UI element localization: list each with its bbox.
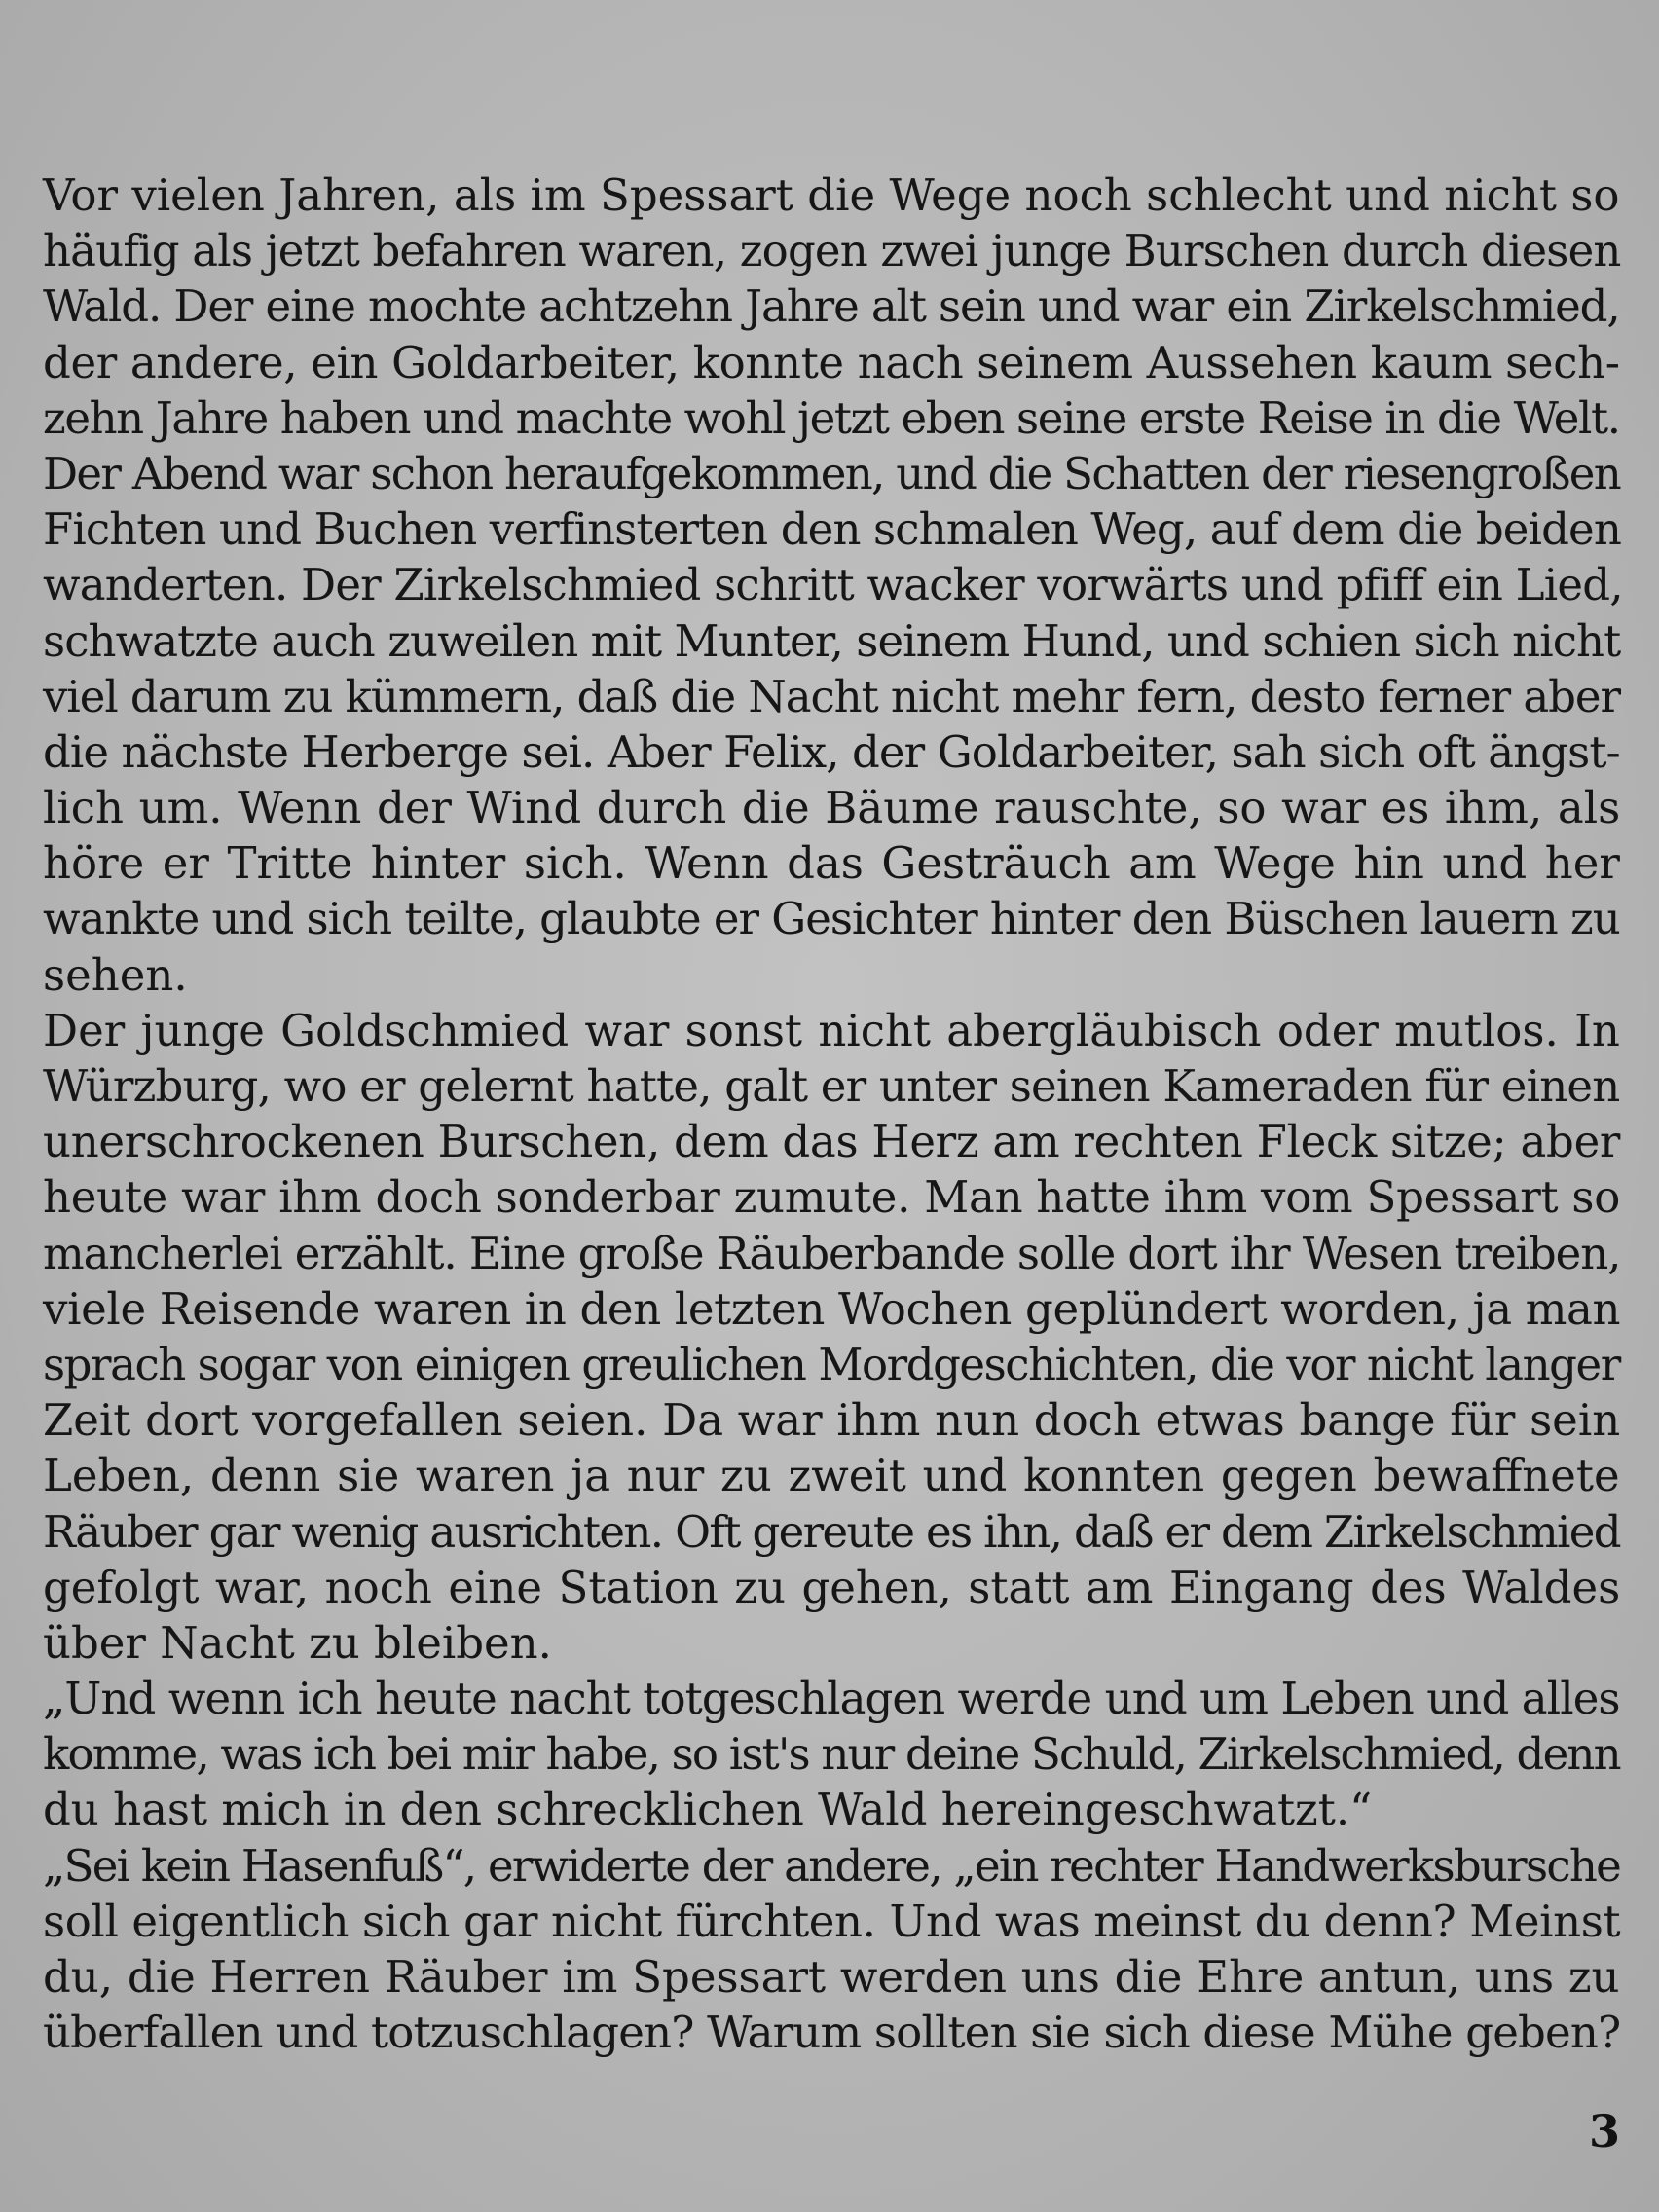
paragraph-1 [43, 167, 1623, 1003]
text-line: höre er Tritte hinter sich. Wenn das Gesträuch am Wege hin und her [43, 837, 1620, 890]
text-line: Räuber gar wenig ausrichten. Oft gereute es ihn, daß er dem Zirkelschmied [43, 1505, 1620, 1558]
text-line: komme, was ich bei mir habe, so ist's nur deine Schuld, Zirkelschmied, denn [43, 1728, 1620, 1781]
text-line: viele Reisende waren in den letzten Wochen geplündert worden, ja man [43, 1282, 1621, 1335]
text-line: Leben, denn sie waren ja nur zu zweit und konnten gegen bewaffnete [43, 1450, 1620, 1502]
paragraph-4 [43, 1838, 1620, 2061]
text-line: schwatzte auch zuweilen mit Munter, seinem Hund, und schien sich nicht [43, 614, 1621, 667]
text-line: die nächste Herberge sei. Aber Felix, der Goldarbeiter, sah sich oft ängst- [43, 725, 1620, 778]
body-text [43, 167, 1623, 2060]
text-line: mancherlei erzählt. Eine große Räuberbande solle dort ihr Wesen treiben, [43, 1227, 1621, 1279]
text-line: lich um. Wenn der Wind durch die Bäume rauschte, so war es ihm, als [43, 782, 1621, 834]
text-line: Wald. Der eine mochte achtzehn Jahre alt sein und war ein Zirkelschmied, [43, 280, 1620, 333]
text-line: Fichten und Buchen verfinsterten den schmalen Weg, auf dem die beiden [43, 503, 1621, 556]
text-line: über Nacht zu bleiben. [43, 1616, 552, 1669]
text-line: Vor vielen Jahren, als im Spessart die Wege noch schlecht und nicht so [43, 169, 1620, 221]
text-line: du, die Herren Räuber im Spessart werden uns die Ehre antun, uns zu [43, 1951, 1620, 2003]
text-line: sprach sogar von einigen greulichen Mordgeschichten, die vor nicht langer [43, 1338, 1620, 1390]
text-line: viel darum zu kümmern, daß die Nacht nicht mehr fern, desto ferner aber [43, 670, 1620, 722]
paragraph-3 [43, 1671, 1620, 1838]
text-line: Zeit dort vorgefallen seien. Da war ihm nun doch etwas bange für sein [43, 1394, 1621, 1447]
text-line: der andere, ein Goldarbeiter, konnte nach seinem Aussehen kaum sech- [43, 336, 1620, 388]
text-line: „Sei kein Hasenfuß“, erwiderte der andere, „ein rechter Handwerksbursche [43, 1839, 1620, 1892]
text-line: unerschrockenen Burschen, dem das Herz am rechten Fleck sitze; aber [43, 1116, 1621, 1168]
text-line: wankte und sich teilte, glaubte er Gesichter hinter den Büschen lauern zu [43, 893, 1620, 945]
text-line: „Und wenn ich heute nacht totgeschlagen werde und um Leben und alles [43, 1673, 1620, 1725]
text-line: heute war ihm doch sonderbar zumute. Man hatte ihm vom Spessart so [43, 1171, 1621, 1224]
text-line: Der junge Goldschmied war sonst nicht abergläubisch oder mutlos. In [43, 1004, 1620, 1056]
text-line: sehen. [43, 948, 188, 1001]
text-line: häufig als jetzt befahren waren, zogen zwei junge Burschen durch diesen [43, 225, 1621, 277]
text-line: soll eigentlich sich gar nicht fürchten. Und was meinst du denn? Meinst [43, 1895, 1621, 1947]
text-line: Der Abend war schon heraufgekommen, und die Schatten der riesengroßen [43, 447, 1621, 499]
text-line: du hast mich in den schrecklichen Wald hereingeschwatzt.“ [43, 1784, 1373, 1836]
text-line: Würzburg, wo er gelernt hatte, galt er unter seinen Kameraden für einen [43, 1060, 1620, 1112]
text-line: gefolgt war, noch eine Station zu gehen, statt am Eingang des Waldes [43, 1561, 1621, 1613]
text-line: wanderten. Der Zirkelschmied schritt wacker vorwärts und pfiff ein Lied, [43, 559, 1623, 611]
paragraph-2 [43, 1003, 1620, 1671]
text-line: zehn Jahre haben und machte wohl jetzt eben seine erste Reise in die Welt. [43, 391, 1620, 444]
page-number: 3 [1588, 2105, 1620, 2157]
text-line: überfallen und totzuschlagen? Warum sollten sie sich diese Mühe geben? [43, 2007, 1621, 2059]
